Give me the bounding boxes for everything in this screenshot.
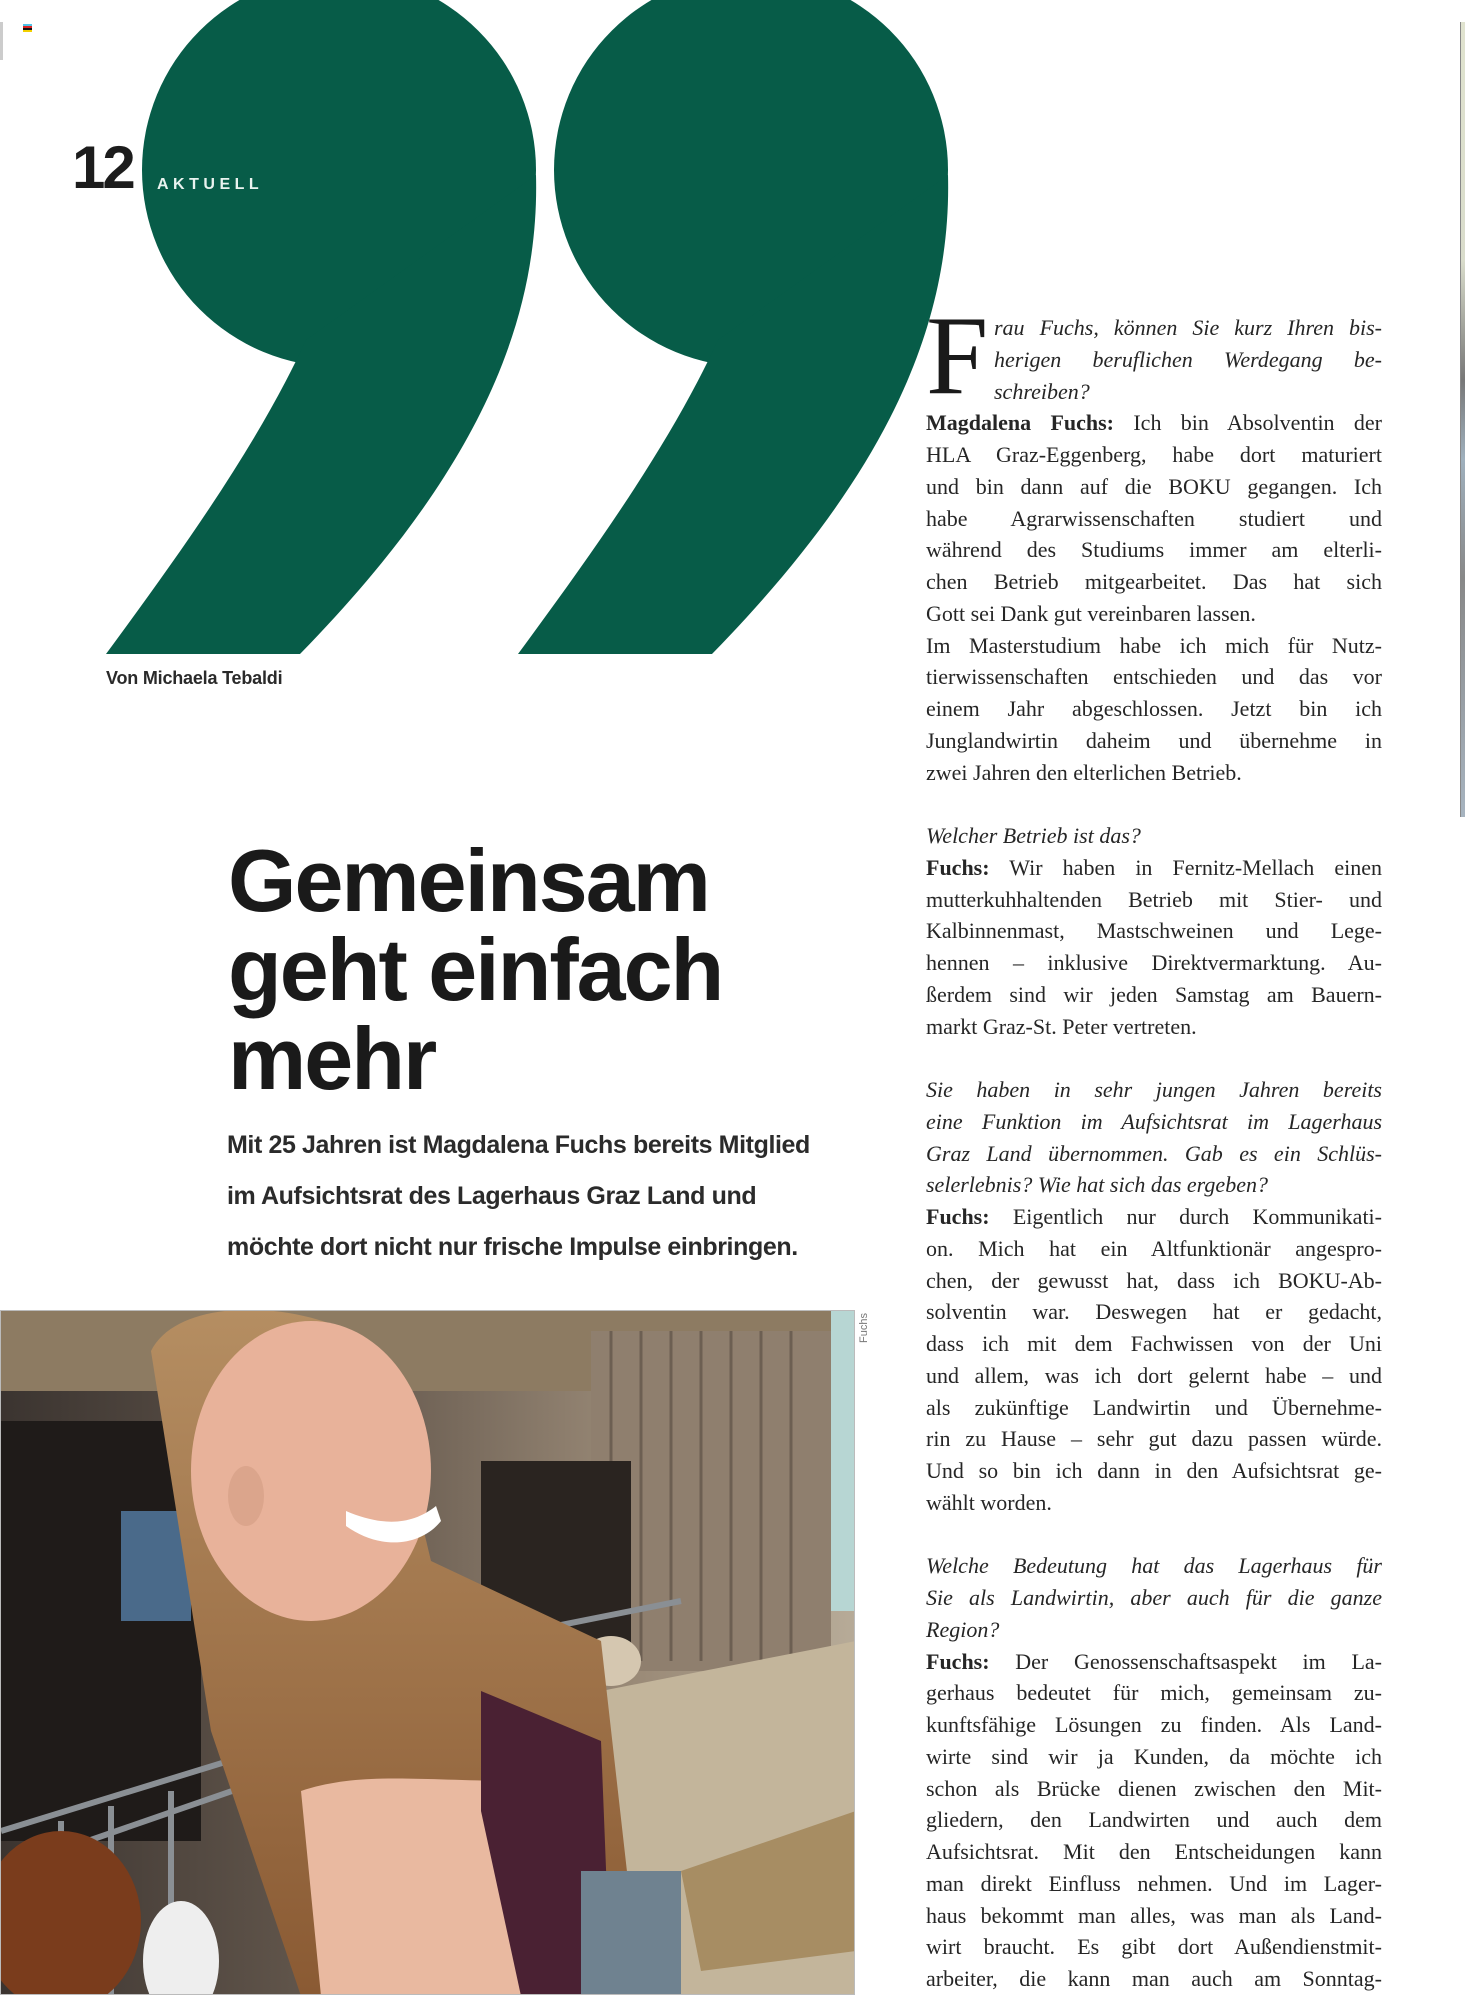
answer-line: [926, 1900, 1382, 1932]
answer-line: [926, 1487, 1382, 1519]
line-text: wirte sind wir ja Kunden, da möchte ich: [926, 1743, 1382, 1769]
line-text: wählt worden.: [926, 1489, 1052, 1515]
line-text: mutterkuhhaltenden Betrieb mit Stier- und: [926, 886, 1382, 912]
line-text: markt Graz-St. Peter vertreten.: [926, 1013, 1197, 1039]
question-line: [926, 376, 1382, 408]
line-text: HLA Graz-Eggenberg, habe dort maturiert: [926, 442, 1382, 467]
answer-line: [926, 1836, 1382, 1868]
line-text: Und so bin ich dann in den Aufsichtsrat ge-: [926, 1458, 1382, 1483]
page-number: 12: [72, 134, 133, 201]
answer-line: [926, 407, 1382, 439]
line-text: Sie haben in sehr jungen Jahren bereits: [926, 1077, 1382, 1102]
answer-line: [926, 598, 1382, 630]
line-text: hennen – inklusive Direktvermarktung. Au-: [926, 950, 1382, 975]
line-text: schon als Brücke dienen zwischen den Mit-: [926, 1775, 1382, 1801]
paragraph-gap: [926, 1042, 1382, 1074]
line-text: tierwissenschaften entschieden und das vor: [926, 664, 1382, 690]
question-line: [926, 1106, 1382, 1138]
line-text: Kalbinnenmast, Mastschweinen und Lege-: [926, 918, 1382, 944]
line-text: rin zu Hause – sehr gut dazu passen würde.: [926, 1426, 1382, 1452]
photo-credit: Fuchs: [858, 1313, 870, 1343]
answer-line: [926, 630, 1382, 662]
quotation-mark-graphic: [0, 0, 960, 660]
question-line: [926, 312, 1382, 344]
answer-line: [926, 1233, 1382, 1265]
answer-line: [926, 534, 1382, 566]
answer-line: [926, 503, 1382, 535]
answer-line: [926, 1646, 1382, 1678]
answer-line: [926, 566, 1382, 598]
line-text: und bin dann auf die BOKU gegangen. Ich: [926, 473, 1382, 499]
speaker-label: Fuchs:: [926, 854, 990, 880]
question-line: [926, 1550, 1382, 1582]
line-text: Gott sei Dank gut vereinbaren lassen.: [926, 600, 1256, 626]
line-text: Wir haben in Fernitz-Mellach einen: [989, 854, 1382, 880]
answer-line: [926, 1773, 1382, 1805]
answer-line: [926, 661, 1382, 693]
author-byline: Von Michaela Tebaldi: [106, 668, 283, 688]
answer-line: [926, 1328, 1382, 1360]
line-text: Im Masterstudium habe ich mich für Nutz-: [926, 632, 1382, 658]
line-text: ßerdem sind wir jeden Samstag am Bauern-: [926, 981, 1382, 1007]
answer-line: [926, 1804, 1382, 1836]
answer-line: [926, 947, 1382, 979]
speaker-label: Magdalena Fuchs:: [926, 410, 1115, 436]
line-text: habe Agrarwissenschaften studiert und: [926, 505, 1382, 531]
subtitle: [227, 1120, 810, 1273]
line-text: Der Genossenschaftsaspekt im La-: [989, 1648, 1382, 1674]
line-text: kunftsfähige Lösungen zu finden. Als Land-: [926, 1712, 1382, 1737]
answer-line: [926, 439, 1382, 471]
section-label: AKTUELL: [157, 176, 264, 193]
headline-line: mehr: [228, 1009, 436, 1108]
line-text: Aufsichtsrat. Mit den Entscheidungen kann: [926, 1839, 1382, 1864]
answer-line: [926, 1201, 1382, 1233]
answer-line: [926, 1265, 1382, 1297]
line-text: arbeiter, die kann man auch am Sonntag-: [926, 1966, 1382, 1991]
line-text: zwei Jahren den elterlichen Betrieb.: [926, 759, 1242, 785]
line-text: dass ich mit dem Fachwissen von der Uni: [926, 1331, 1382, 1356]
answer-line: [926, 757, 1382, 789]
line-text: Graz Land übernommen. Gab es ein Schlüs-: [926, 1140, 1382, 1166]
answer-line: [926, 915, 1382, 947]
answer-line: [926, 1741, 1382, 1773]
question-line: [926, 1074, 1382, 1106]
headline-line: geht einfach: [228, 920, 723, 1019]
line-text: wirt braucht. Es gibt dort Außendienstmit-: [926, 1934, 1382, 1960]
line-text: herigen beruflichen Werdegang be-: [994, 346, 1382, 372]
line-text: Welche Bedeutung hat das Lagerhaus für: [926, 1553, 1382, 1579]
paragraph-gap: [926, 1519, 1382, 1551]
question-line: [926, 1169, 1382, 1201]
line-text: chen Betrieb mitgearbeitet. Das hat sich: [926, 569, 1382, 594]
line-text: Region?: [926, 1616, 1000, 1642]
answer-line: [926, 1392, 1382, 1424]
answer-line: [926, 852, 1382, 884]
subtitle-line: im Aufsichtsrat des Lagerhaus Graz Land und: [227, 1182, 757, 1210]
answer-line: [926, 1296, 1382, 1328]
answer-line: [926, 884, 1382, 916]
scrollbar[interactable]: [1460, 22, 1465, 817]
line-text: eine Funktion im Aufsichtsrat im Lagerhaus: [926, 1108, 1382, 1134]
drop-cap: F: [926, 294, 989, 418]
line-text: haus bekommt man alles, was man als Land-: [926, 1902, 1382, 1928]
speaker-label: Fuchs:: [926, 1648, 990, 1674]
speaker-label: Fuchs:: [926, 1204, 990, 1229]
subtitle-line: möchte dort nicht nur frische Impulse einbringen.: [227, 1233, 798, 1261]
answer-line: [926, 979, 1382, 1011]
line-text: einem Jahr abgeschlossen. Jetzt bin ich: [926, 696, 1382, 721]
line-text: solventin war. Deswegen hat er gedacht,: [926, 1299, 1382, 1325]
question-line: [926, 1582, 1382, 1614]
interview-text-column: [926, 312, 1382, 1995]
line-text: und allem, was ich dort gelernt habe – und: [926, 1362, 1382, 1388]
line-text: Ich bin Absolventin der: [1114, 410, 1382, 436]
answer-line: [926, 725, 1382, 757]
line-text: selerlebnis? Wie hat sich das ergeben?: [926, 1172, 1268, 1198]
line-text: Junglandwirtin daheim und übernehme in: [926, 727, 1382, 753]
question-line: [926, 1138, 1382, 1170]
answer-line: [926, 1931, 1382, 1963]
answer-line: [926, 1455, 1382, 1487]
answer-line: [926, 1360, 1382, 1392]
line-text: gerhaus bedeutet für mich, gemeinsam zu-: [926, 1680, 1382, 1706]
line-text: Eigentlich nur durch Kommunikati-: [989, 1204, 1382, 1229]
paragraph-gap: [926, 788, 1382, 820]
question-line: [926, 1614, 1382, 1646]
answer-line: [926, 1423, 1382, 1455]
line-text: Sie als Landwirtin, aber auch für die ganze: [926, 1585, 1382, 1610]
line-text: Welcher Betrieb ist das?: [926, 823, 1141, 848]
left-quote-glyph: [106, 0, 536, 654]
subtitle-line: Mit 25 Jahren ist Magdalena Fuchs bereits Mitglied: [227, 1131, 810, 1159]
line-text: schreiben?: [994, 378, 1090, 404]
line-text: man direkt Einfluss nehmen. Und im Lager-: [926, 1870, 1382, 1896]
right-quote-glyph: [518, 0, 948, 654]
answer-line: [926, 1011, 1382, 1043]
line-text: während des Studiums immer am elterli-: [926, 537, 1382, 563]
line-text: als zukünftige Landwirtin und Übernehme-: [926, 1394, 1382, 1420]
line-text: rau Fuchs, können Sie kurz Ihren bis-: [994, 315, 1382, 340]
question-line: [926, 344, 1382, 376]
answer-line: [926, 1963, 1382, 1995]
question-line: [926, 820, 1382, 852]
answer-line: [926, 693, 1382, 725]
line-text: gliedern, den Landwirten und auch dem: [926, 1807, 1382, 1833]
headline-line: Gemeinsam: [228, 831, 709, 930]
answer-line: [926, 1868, 1382, 1900]
answer-line: [926, 1709, 1382, 1741]
answer-line: [926, 471, 1382, 503]
portrait-photo: [0, 1310, 855, 1995]
answer-line: [926, 1677, 1382, 1709]
line-text: on. Mich hat ein Altfunktionär angespro-: [926, 1235, 1382, 1261]
line-text: chen, der gewusst hat, dass ich BOKU-Ab-: [926, 1267, 1382, 1293]
headline: [228, 831, 723, 1108]
